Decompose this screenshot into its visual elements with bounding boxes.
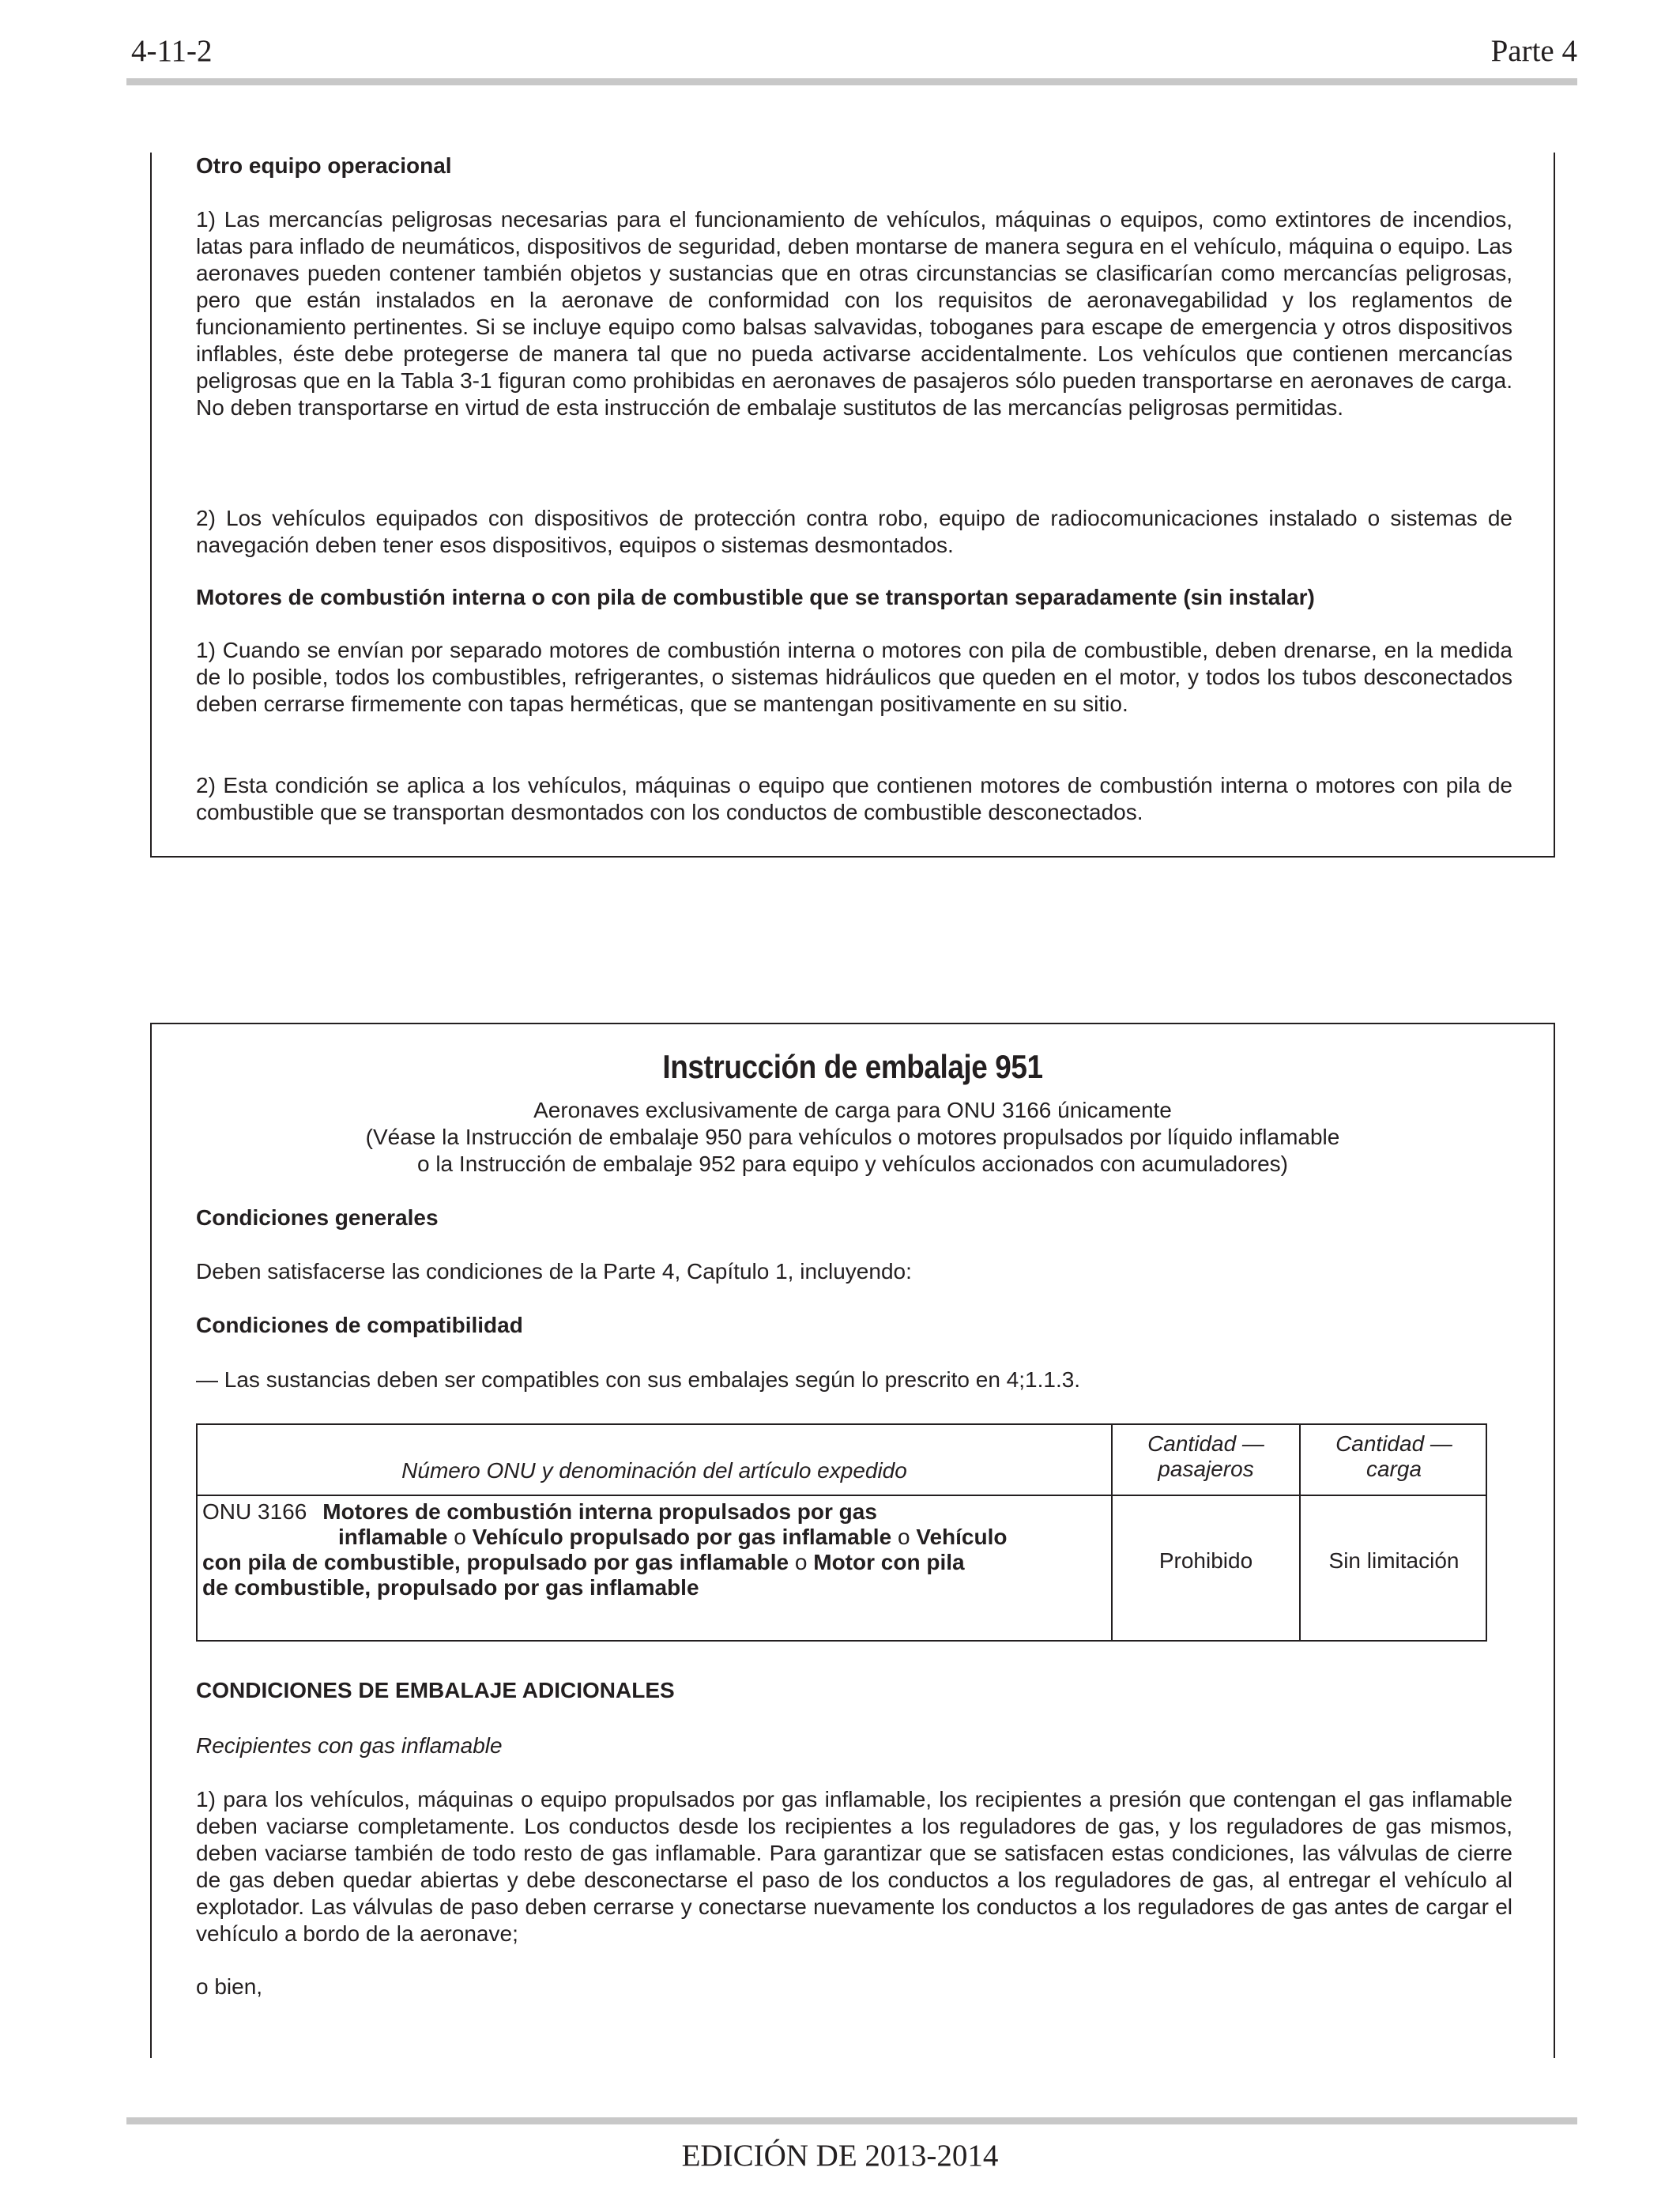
table-divider xyxy=(198,1495,1486,1496)
packing-instruction-title: Instrucción de embalaje 951 xyxy=(662,1048,1043,1085)
packing-instruction-box xyxy=(150,1023,1555,2058)
paragraph: 1) para los vehículos, máquinas o equipo propulsados por gas inflamable, los recipientes a presión que contengan el gas inflamable deben vaciarse completamente. Los conductos desde los recipientes a los reguladores de gas, y los reguladores de gas mismos, deben vaciarse también de todo resto de gas inflamable. Para garantizar que se satisfacen estas condiciones, las válvulas de cierre de gas deben quedar abiertas y debe desconectarse el paso de los conductos a los reguladores de gas, al entregar el vehículo al explotador. Las válvulas de paso deben cerrarse y conectarse nuevamente los conductos a los reguladores de gas antes de cargar el vehículo a bordo de la aeronave; xyxy=(196,1787,1512,1946)
page-header xyxy=(131,30,1577,77)
article-name: Motores de combustión interna propulsados por gas xyxy=(322,1499,877,1524)
article-name: Vehículo xyxy=(916,1525,1008,1549)
article-name: con pila de combustible, propulsado por gas inflamable xyxy=(202,1550,789,1574)
article-name: inflamable xyxy=(338,1525,448,1549)
article-name: de combustible, propulsado por gas inflamable xyxy=(202,1575,699,1600)
column-header-line: pasajeros xyxy=(1158,1457,1254,1481)
section-heading: Condiciones generales xyxy=(196,1205,439,1230)
article-line xyxy=(202,1575,1108,1600)
article-line xyxy=(202,1525,1108,1550)
column-header-passengers xyxy=(1113,1431,1299,1482)
conjunction: o xyxy=(891,1525,917,1549)
header-rule xyxy=(126,78,1577,85)
column-header-article: Número ONU y denominación del artículo expedido xyxy=(401,1458,907,1483)
conjunction: o xyxy=(447,1525,473,1549)
paragraph: o bien, xyxy=(196,1974,263,1999)
subtitle-line: o la Instrucción de embalaje 952 para equipo y vehículos accionados con acumuladores) xyxy=(416,1152,1288,1176)
column-header-line: Cantidad — xyxy=(1147,1431,1264,1456)
section-heading: Condiciones de compatibilidad xyxy=(196,1313,523,1337)
conjunction: o xyxy=(789,1550,814,1574)
un-number: ONU 3166 xyxy=(202,1499,307,1524)
article-name: Vehículo propulsado por gas inflamable xyxy=(472,1525,892,1549)
un-quantity-table xyxy=(196,1423,1487,1642)
paragraph: 1) Las mercancías peligrosas necesarias para el funcionamiento de vehículos, máquinas o equipos, como extintores de incendios, latas para inflado de neumáticos, dispositivos de seguridad, deben montarse de manera segura en el vehículo, máquina o equipo. Las aeronaves pueden contener también objetos y sustancias que en otras circunstancias se clasificarían como mercancías peligrosas, pero que están instalados en la aeronave de conformidad con los requisitos de aeronavegabilidad y los reglamentos de funcionamiento pertinentes. Si se incluye equipo como balsas salvavidas, toboganes para escape de emergencia y otros dispositivos inflables, éste debe protegerse de manera tal que no pueda activarse accidentalmente. Los vehículos que contienen mercancías peligrosas que en la Tabla 3-1 figuran como prohibidas en aeronaves de pasajeros sólo pueden transportarse en aeronaves de carga. No deben transportarse en virtud de esta instrucción de embalaje sustitutos de las mercancías peligrosas permitidas. xyxy=(196,207,1512,420)
footer-rule xyxy=(126,2117,1577,2124)
column-header-cargo xyxy=(1301,1431,1487,1482)
column-header-line: Cantidad — xyxy=(1335,1431,1452,1456)
subtitle-line: (Véase la Instrucción de embalaje 950 para vehículos o motores propulsados por líquido inflamable xyxy=(365,1125,1340,1149)
paragraph: — Las sustancias deben ser compatibles con sus embalajes según lo prescrito en 4;1.1.3. xyxy=(196,1367,1081,1392)
paragraph: 2) Esta condición se aplica a los vehículos, máquinas o equipo que contienen motores de combustión interna o motores con pila de combustible que se transportan desmontados con los conductos de combustible desconectados. xyxy=(196,773,1512,824)
paragraph: Deben satisfacerse las condiciones de la Parte 4, Capítulo 1, incluyendo: xyxy=(196,1259,912,1284)
column-header-line: carga xyxy=(1365,1457,1422,1481)
article-line xyxy=(202,1499,1108,1525)
packing-instruction-subtitle xyxy=(152,1097,1554,1178)
page-number: 4-11-2 xyxy=(131,34,213,68)
part-label: Parte 4 xyxy=(1490,34,1577,68)
operational-equipment-box xyxy=(150,153,1555,858)
table-row-article xyxy=(202,1499,1108,1600)
article-name: Motor con pila xyxy=(813,1550,965,1574)
section-heading: Motores de combustión interna o con pila de combustible que se transportan separadamente (sin instalar) xyxy=(196,585,1315,609)
section-heading: Otro equipo operacional xyxy=(196,153,452,178)
section-heading: CONDICIONES DE EMBALAJE ADICIONALES xyxy=(196,1678,675,1702)
edition-footer: EDICIÓN DE 2013-2014 xyxy=(681,2139,999,2173)
paragraph: 1) Cuando se envían por separado motores de combustión interna o motores con pila de combustible, deben drenarse, en la medida de lo posible, todos los combustibles, refrigerantes, o sistemas hidráulicos que queden en el motor, y todos los tubos desconectados deben cerrarse firmemente con tapas herméticas, que se mantengan positivamente en su sitio. xyxy=(196,638,1512,716)
passengers-quantity: Prohibido xyxy=(1158,1548,1253,1573)
subsection-heading: Recipientes con gas inflamable xyxy=(196,1733,503,1758)
article-line xyxy=(202,1550,1108,1575)
subtitle-line: Aeronaves exclusivamente de carga para ONU 3166 únicamente xyxy=(533,1098,1172,1122)
cargo-quantity: Sin limitación xyxy=(1328,1548,1460,1573)
paragraph: 2) Los vehículos equipados con dispositivos de protección contra robo, equipo de radiocomunicaciones instalado o sistemas de navegación deben tener esos dispositivos, equipos o sistemas desmontados. xyxy=(196,506,1512,557)
